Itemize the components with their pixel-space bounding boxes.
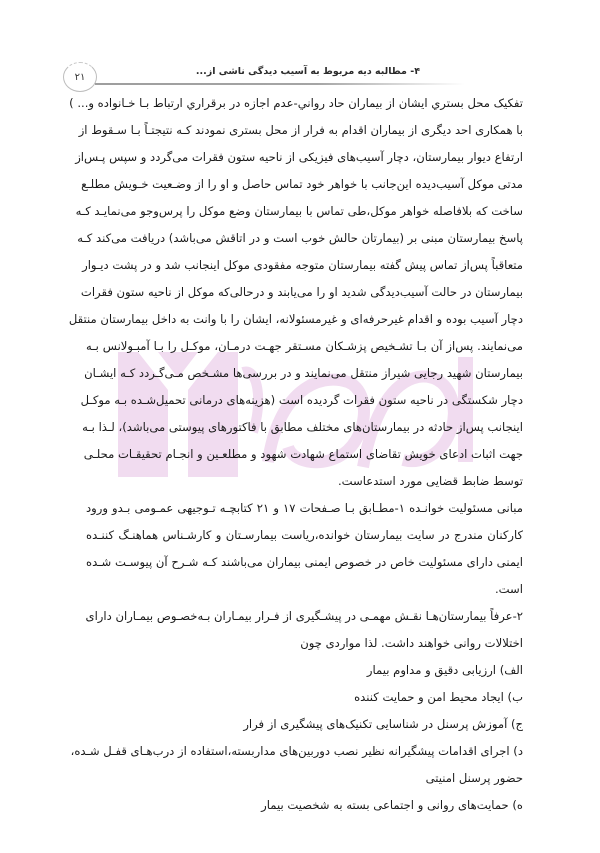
running-title: ۴- مطالبه دیه مربوط به آسیب دیدگی ناشی از... (195, 66, 420, 77)
text-line: ه) حمایت‌های روانی و اجتماعی بسته به شخصیت بیمار (261, 798, 523, 812)
text-line: متعاقباً پس‌از تماس پیش گفته بیمارستان متوجه مفقودی موکل اینجانب شد و در پشت دیـوار (82, 258, 523, 272)
text-line: الف) ارزیابی دقیق و مداوم بیمار (366, 663, 523, 677)
header-rule (95, 83, 465, 85)
page-number: ۲۱ (74, 71, 86, 83)
text-line: حضور پرسنل امنیتی (425, 771, 523, 785)
text-line: ایمنی دارای مسئولیت خاص در خصوص ایمنی بیماران می‌باشند کـه شـرح آن پیوسـت شـده (86, 555, 523, 569)
text-line: تفکیک محل بستري ایشان از بیماران حاد رواني-عدم اجازه در برقراري ارتباط بـا خـانواده و... ) (69, 96, 523, 110)
page-number-badge (63, 62, 97, 92)
text-line: توسط ضابط قضایی مورد استدعاست. (337, 474, 523, 488)
text-line: دچار آسیب بوده و اقدام غیرحرفه‌ای و غیرمسئولانه، ایشان را با وانت به داخل بیمارستان منتقل (68, 312, 523, 326)
text-line: جهت اثبات ادعای خویش تقاضای استماع شهادت شهود و مطلعـین و انجـام تحقیقـات محلـی (83, 447, 523, 461)
text-line: دچار شکستگی در ناحیه ستون فقرات گردیده است (هزینه‌های درمانی تحمیل‌شـده بـه موکـل (80, 393, 523, 407)
text-line: پاسخ بیمارستان مبنی بر (بیمارتان حالش خوب است و در اتاقش می‌باشد) دریافت می‌کند کـه (77, 231, 523, 245)
text-line: اختلالات روانی خواهند داشت. لذا مواردی چون (300, 636, 523, 650)
text-line: ارتفاع دیوار بیمارستان، دچار آسیب‌های فیزیکی از ناحیه ستون فقرات می‌گردد و سپس پـس‌از (75, 150, 523, 164)
text-line: مدتی موکل آسیب‌دیده این‌جانب با خواهر خود تماس حاصل و او را از وضـعیت خـویش مطلـع (81, 177, 523, 191)
text-line: ج) آموزش پرسنل در شناسایی تکنیک‌های پیشگیری از فرار (243, 717, 523, 731)
body-text (68, 90, 523, 819)
text-line: بیمارستان در حالت آسیب‌دیدگی شدید او را می‌یابند و درحالی‌که موکل از ناحیه ستون فقرات (80, 285, 523, 299)
text-line: بیمارستان شهید رجایی شیراز منتقل می‌نمایند و در بررسی‌ها مشـخص مـی‌گـردد کـه ایشـان (84, 366, 523, 380)
text-line: مبانی مسئولیت خوانـده ۱-مطـابق بـا صـفحات ۱۷ و ۲۱ کتابچـه تـوجیهی عمـومی بـدو ورود (86, 501, 523, 515)
text-line: ب) ایجاد محیط امن و حمایت کننده (354, 690, 523, 704)
text-line: اینجانب پس‌از حادثه در بیمارستان‌های مختلف مطابق با فاکتورهای پیوستی می‌باشد)، لـذا بـه (82, 420, 523, 434)
text-line: می‌نمایند. پس‌از آن بـا تشـخیص پزشـکان مسـتقر جهـت درمـان، موکـل را بـا آمبـولانس بـه (86, 339, 523, 353)
text-line: است. (494, 582, 523, 596)
text-line: ساخت که بلافاصله خواهر موکل،طی تماس با بیمارستان وضع موکل را پرس‌وجو می‌نمایـد کـه (75, 204, 523, 218)
text-line: ۲-عرفاً بیمارستان‌هـا نقـش مهمـی در پیشـگیری از فـرار بیمـاران بـه‌خصـوص بیمـاران دارای (85, 609, 523, 623)
text-line: با همکاری احد دیگری از بیماران اقدام به فرار از محل بستری نمودند کـه نتیجتـاً بـا سـقوط از (78, 123, 523, 137)
text-line: د) اجرای اقدامات پیشگیرانه نظیر نصب دوربین‌های مداربسته،استفاده از درب‌هـای قفـل شـده، (70, 744, 523, 758)
text-line: کارکنان مندرج در سایت بیمارستان خوانده،ریاست بیمارسـتان و کارشـناس هماهنـگ کننـده (86, 528, 523, 542)
